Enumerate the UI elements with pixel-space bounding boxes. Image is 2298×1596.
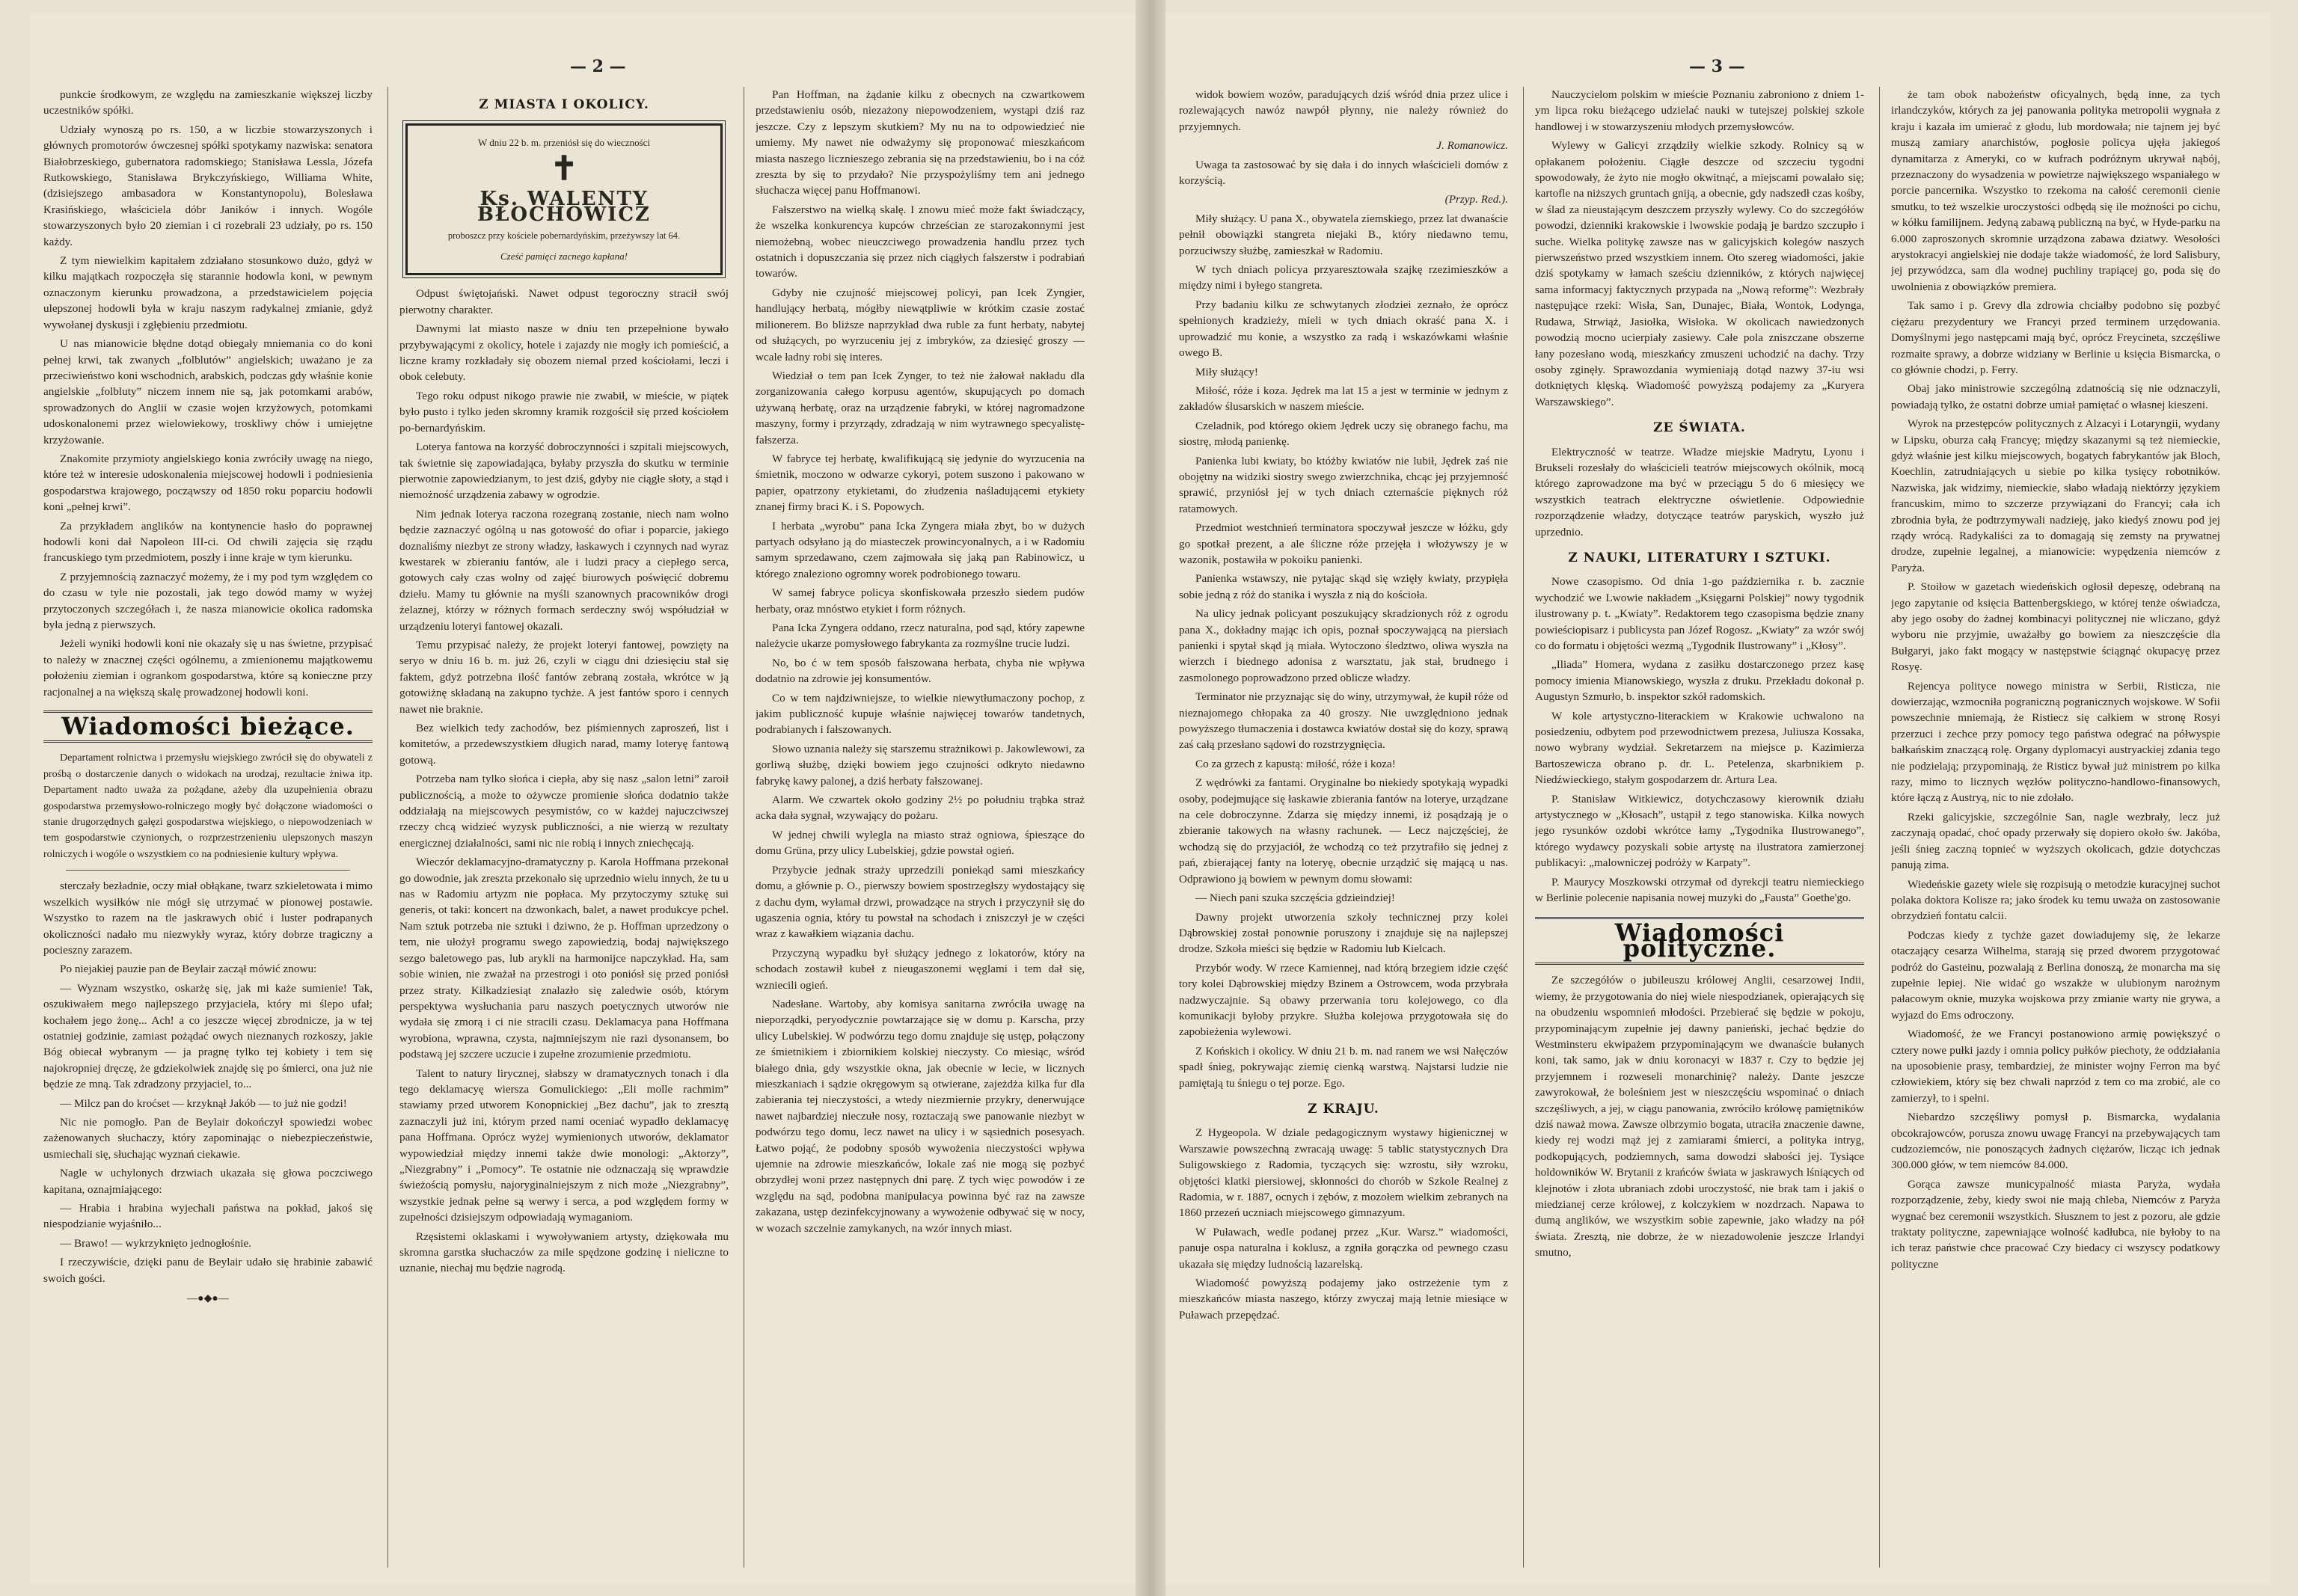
article-paragraph: I rzeczywiście, dzięki panu de Beylair udało się hrabinie zabawić swoich gości.: [43, 1256, 373, 1285]
article-paragraph: Alarm. We czwartek około godziny 2½ po południu trąbka straż acka dała sygnał, wzywający do pożaru.: [756, 794, 1085, 823]
article-paragraph: Z Końskich i okolicy. W dniu 21 b. m. nad ranem we wsi Nałęczów spadł śnieg, pokrywając ziemię cienką warstwą. Najstarsi ludzie nie pamiętają tu śniegu o tej porze. Ego.: [1179, 1044, 1508, 1090]
article-paragraph: Miły służący!: [1195, 365, 1258, 378]
article-paragraph: P. Stanisław Witkiewicz, dotychczasowy kierownik działu artystycznego w „Kłosach”, ustąpił z tego stanowiska. Kilka nowych jego rysunków ozdobi wkrótce łamy „Tygodnika Ilustrowanego”, którego wydawcy pozyskali sobie artystę na ilustratora zamierzonej publikacyi: „malowniczej podróży w Karpaty”.: [1535, 792, 1864, 870]
article-paragraph: Wiadomość powyższą podajemy jako ostrzeżenie tym z mieszkańców miasta naszego, którzy zwyczaj mają letnie miesiące w Puławach przepędzać.: [1179, 1277, 1508, 1322]
article-paragraph: J. Romanowicz.: [1436, 139, 1508, 153]
article-paragraph: P. Maurycy Moszkowski otrzymał od dyrekcji teatru niemieckiego w Berlinie polecenie napisania nowej muzyki do „Fausta” Goethe'go.: [1535, 875, 1864, 905]
column-rule: [387, 87, 388, 1568]
article-paragraph: Potrzeba nam tylko słońca i ciepła, aby się nasz „salon letni” zaroił publicznością, a może to ożywcze promienie słońca dodatnio także oddziałają na miejscowych pesymistów, co w każdej najuczciwszej rzeczy chcą widzieć wyzysk publiczności, a nie wierzą w rezultaty energicznej działalności, sami nic nie robią i innych zniechęcają.: [399, 773, 729, 850]
article-paragraph: Jeżeli wyniki hodowli koni nie okazały się u nas świetne, przypisać to należy w znacznej części ogólnemu, a zmienionemu majątkowemu położeniu ziemian i ogrankom gospodarstwa, które są konieczne przy racjonalnej a na większą skalę prowadzonej hodowli koni.: [43, 637, 373, 699]
right-page: [1165, 13, 2271, 1584]
left-column-3: [756, 87, 1085, 1575]
section-heading-current-news: Wiadomości bieżące.: [43, 710, 373, 743]
article-paragraph: Po niejakiej pauzie pan de Beylair zaczął mówić znowu:: [60, 963, 317, 976]
article-paragraph: Panienka wstawszy, nie pytając skąd się wzięły kwiaty, przypięła sobie jedną z róż do stanika i wyszła z nią do kościoła.: [1179, 572, 1508, 601]
article-paragraph: Słowo uznania należy się starszemu strażnikowi p. Jakowlewowi, za gorliwą służbę, dzięki bowiem jego czujności odkryto niedawno fabrykę kawy palonej, a dziś herbaty fałszowanej.: [756, 742, 1085, 788]
article-paragraph: Nic nie pomogło. Pan de Beylair dokończył spowiedzi wobec zażenowanych słuchaczy, który zapominając o niebezpieczeństwie, usmiechali się, słuchając wyznań ciekawie.: [43, 1115, 373, 1161]
section-heading-city: Z MIASTA I OKOLICY.: [479, 97, 649, 112]
cross-icon: ✝: [550, 150, 578, 187]
article-paragraph: Terminator nie przyznając się do winy, utrzymywał, że kupił róże od nieznajomego chłopaka za 40 groszy. Nie uwzględniono jednak powyższego tłumaczenia i dostawca kwiatów dostał się do kozy, sprawą zaś całą przesłano sądowi do rozstrzygnięcia.: [1179, 690, 1508, 752]
right-column-3: [1891, 87, 2220, 1575]
article-paragraph: Dawnymi lat miasto nasze w dniu ten przepełnione bywało przybywającymi z okolicy, hotele i zajazdy nie mogły ich pomieścić, a liczne kramy rozkładały się obozem niemal przed kościołami, leczi i obok celebuty.: [399, 322, 729, 384]
article-paragraph: Dawny projekt utworzenia szkoły technicznej przy kolei Dąbrowskiej został ponownie poruszony i znajduje się na najlepszej drodze. Szkoła mieści się będzie w Radomiu lub Kielcach.: [1179, 910, 1508, 956]
article-paragraph: Przybycie jednak straży uprzedzili poniekąd sami mieszkańcy domu, a głównie p. O., pierwszy bowiem spostrzegłszy wydostający się z dachu dym, wyłamał drzwi, prowadzące na strych i przyczynił się do ugaszenia ognia, który tu powstał na schodach i zniszczył je w części wraz z kawałkiem wiązania dachu.: [756, 863, 1085, 941]
article-paragraph: punkcie środkowym, ze względu na zamieszkanie większej liczby uczestników spółki.: [43, 88, 373, 117]
article-paragraph: Wiedział o tem pan Icek Zynger, to też nie żałował nakładu dla zorganizowania całego korpusu agentów, skupujących po domach używaną herbatę, oraz na urządzenie fabryki, w której nagromadzone maszyny, formy i przyrządy, zdradzają w nim wytrawnego specyalistę-fałszerza.: [756, 369, 1085, 446]
article-paragraph: Co za grzech z kapustą: miłość, róże i koza!: [1195, 757, 1396, 770]
article-paragraph: Rejencya polityce nowego ministra w Serbii, Risticza, nie dowierzając, wzmocniła pograniczną pogranicznych wojskowe. W Sofii powszechnie mniemają, że Ristiecz się całkiem w stronę Rosyi przerzuci i zechce przy pomocy tego państwa odegrać na półwyspie bałkańskim znaczącą rolę. Organy dyplomacyi austryackiej zdania tego nie podzielają; przypominają, że Risticz bywał już ministrem po kilka razy, mimo to licznych węzłów polityczno-handlowo-finansowych, które łączą z Austryą, nic to nie zdołało.: [1891, 679, 2220, 805]
article-paragraph: Wiedeńskie gazety wiele się rozpisują o metodzie kuracyjnej suchot polaka doktora Kolisze ra; jako środek ku temu uważa on zastosowanie obrzydzień fontatu calcii.: [1891, 877, 2220, 923]
page-number-left: — 2 —: [570, 57, 626, 76]
article-paragraph: „Iliada” Homera, wydana z zasiłku dostarczonego przez kasę pomocy imienia Mianowskiego, wyszła z druku. Przekładu dokonał p. Augustyn Szmurło, b. inspektor szkół radomskich.: [1535, 658, 1864, 704]
article-paragraph: Przybór wody. W rzece Kamiennej, nad którą brzegiem idzie część tory kolei Dąbrowskiej między Bzinem a Ostrowcem, woda przybrała nadzwyczajnie. Są obawy przerwania toru kolejowego, co dla komunikacji byłoby przykre. Służba kolejowa przygotowała się do zapobieżenia wylewowi.: [1179, 961, 1508, 1039]
article-paragraph: W kole artystyczno-literackiem w Krakowie uchwalono na posiedzeniu, odbytem pod przewodnictwem prezesa, Juliusza Kossaka, nowo wybrany wydział. Sekretarzem na miejsce p. Kazimierza Bartoszewicza obrano p. dr. L. Petelenza, skarbnikiem p. Niedźwieckiego, stałym gospodarzem dr. Artura Lea.: [1535, 709, 1864, 787]
article-paragraph: Pana Icka Zyngera oddano, rzecz naturalna, pod sąd, który zapewne należycie ukarze pomysłowego fabrykanta za rozmyślne trucie ludzi.: [756, 621, 1085, 651]
article-paragraph: Panienka lubi kwiaty, bo któżby kwiatów nie lubił, Jędrek zaś nie obojętny na widziki siostry swego zwierzchnika, chcąc jej przyjemność sprawić, przyniósł jej w tych dniach czternaście pięknych róż ratamowych.: [1179, 454, 1508, 515]
article-paragraph: Czeladnik, pod którego okiem Jędrek uczy się obranego fachu, ma siostrę, młodą panienkę.: [1179, 419, 1508, 449]
obituary-subtitle: proboszcz przy kościele pobernardyńskim, przeżywszy lat 64.: [447, 230, 681, 241]
article-paragraph: Pan Hoffman, na żądanie kilku z obecnych na czwartkowem przedstawieniu osób, niezażony niepowodzeniem, wystąpi dziś raz jeszcze. Czy z lepszym skutkiem? My nu na to odpowiedzieć nie umiemy. My nawet nie odważymy się proponować mieszkańcom miasta naszego licznieszego zebrania się na przedstawieniu, bo i na cóż zreszta by się to przydało? Nie przyspożyliśmy tem ani jednego słuchacza więcej panu Hoffmanowi.: [756, 88, 1085, 197]
article-paragraph: — Milcz pan do kroćset — krzyknął Jakób — to już nie godzi!: [60, 1096, 347, 1110]
obituary-memory: Cześć pamięci zacnego kapłana!: [500, 251, 628, 263]
article-paragraph: Wyrok na przestępców politycznych z Alzacyi i Lotaryngii, wydany w Lipsku, oburza całą Francyę; między skazanymi są też niemieckie, gdyż właśnie jest kilku miejscowych, bogatych fabrykantów jak Bloch, Koechlin, zatrudniających u siebie po kilka tysięcy robotników. Nazwiska, jak widzimy, niemieckie, słabo władają niektórzy językiem francuskim, mimo to szczerze przywiązani do Francyi; cała ich zbrodnia była, że podtrzymywali nadzieję, jako kiedyś znowu pod jej rządy wrócą. Radykaliści za to domagają się zemsty na prywatnej drodze, zupełnie legalnej, a mianowicie: wypędzenia niemców z Paryża.: [1891, 417, 2220, 574]
article-paragraph: Wieczór deklamacyjno-dramatyczny p. Karola Hoffmana przekonał go dowodnie, jak zreszta przekonało się uprzednio wielu innych, że tu u nas w Radomiu artyzm nie popłaca. My przytoczymy sztukę sui generis, ot taki: koncert na dzwonkach, balet, a nawet produkcye pchel. Nam sztuk potrzeba nie sztuki i dziwno, że p. Hoffman uprzedzony o tem, nie ułożył programu swego zapowiedzią, bodaj największego sezgo baletowego pas, lub arykli na harmonijce napczykład. Ha, sam sobie winien, nie zważał na przestrogi i oto poniósł się przed poniósł przez straty. Kilkadziesiąt znalazło się zaledwie osób, którym perspektywa wysłuchania paru naszych poetycznych utworów nie wydała się zmorą i ci nie stracili czasu. Deklamacya pana Hoffmana wyrobiona, wprawna, czysta, najmniejszym nie razi dysonansem, bo podstawą jej szczere uczucie i zupełne zrozumienie przedmiotu.: [399, 856, 729, 1061]
section-heading-political-news: Wiadomości polityczne.: [1535, 917, 1864, 966]
left-page: [30, 13, 1136, 1584]
article-paragraph: W jednej chwili wylegla na miasto straż ogniowa, śpieszące do domu Grüna, przy ulicy Lubelskiej, gdzie powstał ogień.: [756, 828, 1085, 858]
article-paragraph: Niebardzo szczęśliwy pomysł p. Bismarcka, wydalania obcokrajowców, porusza znowu uwagę Francyi na przebywających tam cudzoziemców, nie ponoszących żadnych ciężarów, licząc ich jednak 300.000 głów, w tem niemców 84.000.: [1891, 1111, 2220, 1172]
article-paragraph: (Przyp. Red.).: [1444, 193, 1508, 206]
article-paragraph: Temu przypisać należy, że projekt loteryi fantowej, powzięty na seryo w dniu 16 b. m. już 26, czyli w ciągu dni dziesięciu stał się faktem, gdyż potrzebna ilość fantów zebraną została, wkrótce w ją gotowiżnę składaną na zakupno tychże. A jest fantów sporo i cennych nawet nie braknie.: [399, 638, 729, 716]
article-paragraph: Wylewy w Galicyi zrządziły wielkie szkody. Rolnicy są w opłakanem położeniu. Ciągłe deszcze od szczeciu tygodni spowodowały, że żyto nie mogło okwitnąć, a miejscami powalało się; kartofle na niższych gruntach gniją, a obecnie, gdy nadszedł czas kośby, w ślad za nieustającym deszczem przyszły wylewy. Co do szczegółów powodzi, dzienniki krakowskie i lwowskie podają je bardzo szczupło i suche. Wielka politykę zawsze nas w galicyjskich kolegów naszych pierwszeństwo przed wszystkiem innem. Oto szereg wiadomości, jakie dziś spotykamy w łamach sześciu dzienników, z których najwięcej sama informacyj faktycznych przypada na „Nową reformę”: Wezbrały następujące rzeki: Wisła, San, Dunajec, Biała, Wontok, Lodynga, Rudawa, Strwiąż, Jasiołka, Wisłoka. W okolicach nawiedzonych powodzią mocno ucierpiały zasiewy. Całe pola zniszczane obszerne łany pozesłano wodą, mieszkańcy zmuszeni uchodzić na dachy. Trzy osoby zginęły. Sprawozdania wymieniają dotąd nazwy 37-iu wsi dotkniętych klęską. Wiadomość powyższą podajemy za „Kuryera Warszawskiego”.: [1535, 139, 1864, 408]
article-paragraph: Odpust świętojański. Nawet odpust tegoroczny stracił swój pierwotny charakter.: [399, 287, 729, 316]
article-paragraph: Rzeki galicyjskie, szczególnie San, nagle wezbrały, lecz już zaczynają opadać, choć opady przerwały się dopiero około św. Jakóba, jeśli śnieg zaczną topnieć w wyższych okolicach, gdzie dotychczas panują zima.: [1891, 810, 2220, 872]
column-rule: [1523, 87, 1524, 1568]
article-paragraph: sterczały bezładnie, oczy miał obłąkane, twarz szkieletowata i mimo wszelkich wysiłków nie mógł się utrzymać w pionowej postawie. Wszystko to razem na tle jaskrawych obić i luster podrapanych okoliczności nadało mu niezwykły wyraz, który dobrze tragiczny a pocieszny zarazem.: [43, 880, 373, 957]
article-paragraph: P. Stoiłow w gazetach wiedeńskich ogłosił depeszę, odebraną na jego zapytanie od księcia Battenbergskiego, w której tenże oświadcza, aby jego osoby do żadnej kombinacyi politycznej nie wliczano, gdyż wyboru nie przyjmie, uważałby go bowiem za nieszczęście dla Bułgaryi, jako fakt mogący w następstwie ściągnąć okupacyę przez Rosyę.: [1891, 580, 2220, 674]
article-paragraph: że tam obok nabożeństw oficyalnych, będą inne, za tych irlandczyków, których za jej panowania polityka metropolii wygnała z kraju i kazała im umierać z głodu, lub mordowała; nie tajnem jej być muszą zamiary anarchistów, pogłosie policya ujęła jakiegoś dynamitarza z Ameryki, co w kufrach podróżnym ukrywał nąbój, przeznaczony do wysadzenia w powietrze największego wspaniałego w porcie pancernika. Wszystko to rzekoma na całość ceremonii cienie smutku, to też wszelkie uroczystości odbędą się ile możności po cichu, w kółku familijnem. Jedyną zabawą publiczną na być, w Hyde-parku na 6.000 zaproszonych skromnie urządzona zabawa dziatwy. Wesołości arystokracyi angielskiej nie dodaje także wiadomość, że lord Salisbury, jej przywódzca, sam dla wodnej puchliny trapiącej go, poda się do uwolnienia z obowiązków premiera.: [1891, 88, 2220, 293]
article-paragraph: Przyczyną wypadku był służący jednego z lokatorów, który na schodach zostawił kubeł z nieugaszonemi węglami i tem dał się, wzniecili ogień.: [756, 946, 1085, 992]
obituary-date: W dniu 22 b. m. przeniósł się do wieczności: [477, 137, 651, 149]
article-paragraph: Tak samo i p. Grevy dla zdrowia chciałby podobno się pozbyć ciężaru prezydentury we Francyi przed terminem urzędowania. Domyślnymi jego następcami mają być, oprócz Freycineta, szczęśliwe rozmaite sprawy, a dobrze widziany w Berlinie u księcia Bismarcka, o co głównie chodzi, p. Ferry.: [1891, 299, 2220, 376]
article-paragraph: — Brawo! — wykrzyknięto jednogłośnie.: [60, 1236, 252, 1250]
article-paragraph: Bez wielkich tedy zachodów, bez piśmiennych zaproszeń, list i komitetów, a przedewszystkiem długich narad, mamy loteryę fantową gotową.: [399, 722, 729, 767]
article-paragraph: — Niech pani szuka szczęścia gdzieindziej!: [1195, 891, 1395, 905]
obituary-name: Ks. WALENTY BŁOCHOWICZ: [477, 187, 652, 227]
article-paragraph: Loterya fantowa na korzyść dobroczynności i szpitali miejscowych, tak świetnie się zapowiadająca, byłaby przyszła do skutku w terminie pierwotnie zapowiedzianym, to jest dziś, gdyby nie ciągłe słoty, a stąd i niemożność urządzenia zabawy w ogrodzie.: [399, 441, 729, 502]
article-paragraph: Nowe czasopismo. Od dnia 1-go października r. b. zacznie wychodzić we Lwowie nakładem „Księgarni Polskiej” nowy tygodnik ilustrowany p. t. „Kwiaty”. Redaktorem tego czasopisma będzie znany powieściopisarz i publicysta pan Józef Rogosz. „Kwiaty” za wzór swój co do formatu i objętości wezmą „Tygodnik Ilustrowany” i „Kłosy”.: [1535, 575, 1864, 652]
article-paragraph: Co w tem najdziwniejsze, to wielkie niewytłumaczony pochop, z jakim publiczność kupuje właśnie najwięcej towarów tandetnych, podrabianych i fałszowanych.: [756, 691, 1085, 737]
article-paragraph: Nauczycielom polskim w mieście Poznaniu zabroniono z dniem 1-ym lipca roku bieżącego udzielać nauki w tutejszej polskiej szkole handlowej i w stowarzyszeniu młodych przemysłowców.: [1535, 88, 1864, 133]
article-paragraph: Na ulicy jednak policyant poszukujący skradzionych róż z ogrodu pana X., dokładny mając ich opis, poznał spoczywającą na piersiach panienki i spytał skąd ją miała. Wytoczono śledztwo, oliwa wyszła na wierzch i biednego adonisa z warsztatu, jak stał, brudnego i zasmolonego poprowadzono przed oblicze władzy.: [1179, 607, 1508, 684]
left-column-2: [399, 87, 729, 1575]
article-paragraph: Z przyjemnością zaznaczyć możemy, że i my pod tym względem co do czasu w tyle nie pozostali, jak tego dowód mamy w wyżej przytoczonych szczegółach i, że nasza mianowicie okolica radomska była jedną z pierwszych.: [43, 570, 373, 631]
article-paragraph: Miłość, róże i koza. Jędrek ma lat 15 a jest w terminie w jednym z zakładów ślusarskich w naszem mieście.: [1179, 384, 1508, 414]
article-paragraph: — Hrabia i hrabina wyjechali państwa na pokład, jakoś się niespodzianie wyjaśniło...: [43, 1202, 373, 1231]
article-paragraph: W tych dniach policya przyaresztowała szajkę rzezimieszków a między nimi i byłego stangreta.: [1179, 263, 1508, 292]
page-gutter: [1136, 0, 1165, 1596]
article-paragraph: Fałszerstwo na wielką skalę. I znowu mieć może fakt świadczący, że wszelka konkurencya kupców chrześcian ze starozakonnymi jest niemożebną, wobec nieuczciwego prowadzenia handlu przez tych ostatnich i dopuszczania się przez nich ciągłych fałszerstw i podrabiań towarów.: [756, 203, 1085, 280]
article-paragraph: Ze szczegółów o jubileuszu królowej Anglii, cesarzowej Indii, wiemy, że przygotowania do niej wiele niespodzianek, opierających się na obudzeniu wspomnień młodości. Przebierać się będzie w pokoju, przypominającym zupełnie jej dawny panieński, jechać będzie do Westminsteru ekwipażem przypominającym we dwanaście bułanych koni, tak samo, jak w dniu koronacyi w 1837 r. Czy to będzie jej przyjemnem i rozweseli monarchinię? należy. Dante jeszcze zawyrokował, że boleśniem jest w nieszczęściu wspominać o dniach szczęśliwych, a jej, w ciągu panowania, zwróciło królowę pamiętników dziś naważ mowa. Zawsze olbrzymio bogata, utraciła znaczenie dawne, kiedy rej wodzi mąż jej z zamiarami śmierci, a polityka intryg, podkopujących, podziemnych, sama dowodzi słabości jej. Tysiące holdowników W. Brytanii z krańców świata w jaskrawych lśniących od klejnotów i złota ubraniach zdobi uroczystość, nie brak tam i jakiś o miedzianej cerze królowej, z kolczykiem w nozdrzach. Napawa to dumą anglików, we wszystkim sobie zapewnie, jako władzy na pół świata. Zresztą, nie dobrze, że w niezadowolenie jeszcze Irlandyi smutno,: [1535, 974, 1864, 1259]
article-paragraph: Departament rolnictwa i przemysłu wiejskiego zwrócił się do obywateli z prośbą o dostarczenie danych o widokach na urodzaj, rezultacie żniwa itp. Departament nadto uważa za pożądane, ażeby dla uzupełnienia obrazu gospodarstwa przemysłowo-rolniczego mogły być dołączone wiadomości o stanie drugorzędnych gałęzi gospodarstwa wiejskiego, o niepowodzeniach w tem gospodarstwie czynionych, o rozprzestrzenieniu ulepszonych maszyn rolniczych i wogóle o wszystkiem co na podniesienie kultury wpływa.: [43, 752, 373, 860]
right-column-1: [1179, 87, 1508, 1575]
page-number-right: — 3 —: [1689, 57, 1745, 76]
article-paragraph: W fabryce tej herbatę, kwalifikującą się jedynie do wyrzucenia na śmietnik, moczono w odwarze cykoryi, potem suszono i pakowano w papier, opatrzony etykietami, do złudzenia naśladującemi etykiety znanej firmy braci K. i S. Popowych.: [756, 452, 1085, 514]
article-paragraph: Nim jednak loterya raczona rozegraną zostanie, niech nam wolno będzie zaznaczyć ogólną u nas gotowość do ofiar i poparcie, jakiego doznaliśmy niezbyt ze strony władzy, łaskawych i czynnych nad wyraz kwestarek w zbieraniu fantów, ale i ludzi pracy a ciepłego serca, gotowych cały czas wolny od zajęć biurowych poświęcić dobremu dziełu. Mamy tu głównie na myśli szanownych pracowników drogi żelaznej, którzy w różnych formach serdeczny swój współudział w urządzeniu loteryi fantowej okazali.: [399, 507, 729, 633]
article-paragraph: Rzęsistemi oklaskami i wywoływaniem artysty, dziękowała mu skromna garstka słuchaczów za mile spędzone godzinę i nieliczne to uznanie, niechaj mu będzie nagrodą.: [399, 1230, 729, 1275]
article-paragraph: Gorąca zawsze municypalność miasta Paryża, wydała rozporządzenie, żeby, kiedy swoi nie mają chleba, Niemców z Paryża wygnać bez ceremonii wszystkich. Słusznem to jest z pozoru, ale gdzie traktaty polityczne, zapewniające wolność kadłubca, nie byłoby to na ich teraz państwie chce pracować Czy biedacy ci wszyscy podatkowy polityczne: [1891, 1177, 2220, 1271]
article-paragraph: Przy badaniu kilku ze schwytanych złodziei zeznało, że oprócz spełnionych kradzieży, mieli w tych dniach okraść pana X. i uprowadzić mu konie, a wszystko za radą i wskazówkami właśnie owego B.: [1179, 298, 1508, 360]
article-paragraph: Z tym niewielkim kapitałem zdziałano stosunkowo dużo, gdyż w kilku majątkach rozpoczęła się starannie hodowla koni, w pewnym oznaczonym kierunku prowadzona, a przedstawicielem pojęcia ulepszonej hodowli była w kraju naszym radykalnej zmianie, gdyż wywołanej dyskusji i zgłębieniu przedmiotu.: [43, 254, 373, 331]
article-paragraph: Uwaga ta zastosować by się dała i do innych właścicieli domów z korzyścią.: [1179, 158, 1508, 188]
article-paragraph: Z Hygeopola. W dziale pedagogicznym wystawy higienicznej w Warszawie powszechną zwracają uwagę: 5 tablic statystycznych Dra Suligowskiego z Radomia, tyczących się: wzrostu, siły wzroku, objętości klatki piersiowej, skłonności do chorób w Szkole Realnej z Radomia, w r. 1887, ocnych i zębów, z mozołem wielkim zebranych na 1860 przezeń uczniach miejscowego gimnazyum.: [1179, 1126, 1508, 1220]
article-paragraph: W samej fabryce policya skonfiskowała przeszło siedem pudów herbaty, oraz mnóstwo etykiet i form różnych.: [756, 586, 1085, 616]
article-paragraph: Miły służący. U pana X., obywatela ziemskiego, przez lat dwanaście pełnił obowiązki stangreta niejaki B., który niedawno temu, porzuciwszy służbę, zamieszkał w Radomiu.: [1179, 212, 1508, 257]
article-paragraph: Wiadomość, że we Francyi postanowiono armię powiększyć o cztery nowe pułki jazdy i omnia policy pułków piechoty, że oddziałania na uposobienie prasy, tembardziej, że minister wojny Ferron ma być człowiekiem, który się bez chwali naprzód z tem co ma zrobić, ale co zamierzył, to i spełni.: [1891, 1028, 2220, 1105]
left-column-1: [43, 87, 373, 1575]
article-paragraph: I herbata „wyrobu” pana Icka Zyngera miała zbyt, bo w dużych partyach odsyłano ją do miasteczek prowincyonalnych, a i w Radomiu samym sprzedawano, czem zajmowała się jaką pan Rabinowicz, u którego znaleziono ogromny worek podrobionego towaru.: [756, 519, 1085, 580]
article-paragraph: Tego roku odpust nikogo prawie nie zwabił, w mieście, w piątek było pusto i tylko jeden skromny kramik rozgościł się przed kościołem po-bernardyńskim.: [399, 389, 729, 435]
section-heading: Z KRAJU.: [1308, 1101, 1379, 1117]
article-paragraph: Podczas kiedy z tychże gazet dowiadujemy się, że lekarze otaczający cesarza Wilhelma, starają się przed dworem przygotować podróż do Gasteinu, pozwalają z Berlina donoszą, że monarcha ma się zupełnie lepiej. Nie widać go wszakże w ulubionym narożnym pałacowym oknie, muzyka wojskowa przy zmianie warty nie grywa, a wyjazd do Ems odroczony.: [1891, 928, 2220, 1022]
section-heading: ZE ŚWIATA.: [1653, 420, 1746, 436]
article-paragraph: No, bo ć w tem sposób fałszowana herbata, chyba nie wpływa dodatnio na zdrowie jej konsumentów.: [756, 656, 1085, 686]
ornament-divider: —●◆●—: [187, 1293, 229, 1305]
article-paragraph: Z wędrówki za fantami. Oryginalne bo niekiedy spotykają wypadki osoby, podejmujące się łaskawie zbierania fantów na loterye, urządzane na cele dobroczynne. Zdarza się między innemi, iż posądzają je o zbieranie takowych na własny rachunek. — Lecz najczęściej, że wchodzą się do przyjaciół, że wchodzą co też przytrafiło się jednej z pań, zbierającej fanty na loteryę, obecnie urządzić się mającą u nas. Odprawiono ją bowiem w pewnym domu słowami:: [1179, 776, 1508, 886]
article-paragraph: widok bowiem wozów, paradujących dziś wśród dnia przez ulice i rozlewających nawóz nawpół płynny, nie należy również do przyjemnych.: [1179, 88, 1508, 133]
article-paragraph: Gdyby nie czujność miejscowej policyi, pan Icek Zyngier, handlujący herbatą, mógłby niewątpliwie w krótkim czasie zostać milionerem. Bo bliższe naprzykład dwa ruble za funt herbaty, nabytej od służących, po wyrzuceniu jej z imbryków, za dziesięć groszy — wcale ładny robi się interes.: [756, 286, 1085, 363]
section-heading: Z NAUKI, LITERATURY I SZTUKI.: [1568, 550, 1831, 565]
article-paragraph: Nadesłane. Wartoby, aby komisya sanitarna zwróciła uwagę na nieporządki, peryodycznie powtarzające się w domu p. Karscha, przy ulicy Lubelskiej. W podwórzu tego domu znajduje się ustęp, połączony ze śmietnikiem i zbiornikiem kolskiej nieczysty. Co miesiąc, wśród białego dnia, gdy wszystkie okna, jak obecnie w lecie, w licznych mieszkaniach i sądzie okręgowym są otwierane, zajeżdża kilka fur dla zabierania tej nieczystości, a wtedy niezmiernie przykry, denerwujące nawet najbardziej nieczułe nosy, roztaczają swe panowanie niezbyt w podwórzu tego domu, lecz nawet na ulicy i w sąsiednich posesyach. Łatwo pojąć, że podobny sposób wywożenia nieczystości wpływa ujemnie na zdrowie mieszkańców, lokale zaś nie mogą się pozbyć obrzydłej woni przez następnych dni parę. Z tych więc powodów i ze względu na sąd, podobna manipulacya powinna być raz na zawsze zakazana, ustęp dezinfekcyjnowany a wywożenie odbywać się w nocy, w wozach szczelnie zamykanych, na wzór innych miast.: [756, 997, 1085, 1235]
article-paragraph: W Puławach, wedle podanej przez „Kur. Warsz.” wiadomości, panuje ospa naturalna i koklusz, a zgniła gorączka od pewnego czasu ukazała się między ludnością lazarelską.: [1179, 1225, 1508, 1271]
column-rule: [1879, 87, 1880, 1568]
article-paragraph: Przedmiot westchnień terminatora spoczywał jeszcze w łóżku, gdy go spotkał prezent, a ale śliczne róże przejęła i włożywszy je w wazonik, postawiła w pokoiku panienki.: [1179, 521, 1508, 566]
article-paragraph: Elektryczność w teatrze. Władze miejskie Madrytu, Lyonu i Brukseli rozesłały do właścicieli teatrów miejscowych okólnik, mocą którego zaprowadzone ma być w przeciągu 5 do 6 miesięcy we wszystkich teatrach elektryczne oświetlenie. Odpowiednie rozporządzenie władzy, dotyczące teatrów paryskich, wyszło już uprzednio.: [1535, 445, 1864, 538]
right-column-2: [1535, 87, 1864, 1575]
article-paragraph: Znakomite przymioty angielskiego konia zwróciły uwagę na niego, które też w interesie udoskonalenia miejscowej hodowli i podniesienia gospodarstwa krajowego, począwszy od 1850 roku poparciu hodowli koni „pełnej krwi”.: [43, 452, 373, 514]
article-paragraph: Udziały wynoszą po rs. 150, a w liczbie stowarzyszonych i głównych promotorów ówczesnej spółki spotykamy nazwiska: senatora Białobrzeskiego, gubernatora radomskiego; Stanisława Lessla, Józefa Rutkowskiego, Stanisława Brykczyńskiego, Williama White, (dzisiejszego ambasadora w Konstantynopolu), Bolesława Krasińskiego, właściciela dóbr Janików i innych. Wogóle stowarzyszonych było 20 ziemian i ci rozebrali 23 udziały, po rs. 150 każdy.: [43, 123, 373, 248]
article-paragraph: Talent to natury lirycznej, słabszy w dramatycznych tonach i dla tego deklamacyę wiersza Gomulickiego: „Eli molle rachmim” stawiamy przed utworem Konopnickiej „Bez dachu”, jak to zresztą zaznaczyli już ini, którym przed nami oceniać wypadło deklamacyę pana Hoffmana. Oprócz wyżej wymienionych utworów, deklamator wypowiedział między innemi także dwie monologi: „Aktorzy”, „Niezgrabny” i „Pomocy”. Te ostatnie nie odznaczają się wprawdzie świeżością pomysłu, najoryginalniejszym z nich może „Niezgrabny”, wszystkie jednak pełne są werwy i serca, a pod względem formy w zupełności dzisiejszym odpowiadają wymaganiom.: [399, 1066, 729, 1224]
article-paragraph: U nas mianowicie błędne dotąd obiegały mniemania co do koni pełnej krwi, tak zwanych „folblutów” angielskich; uważano je za przeciwieństwo koni wschodnich, arabskich, podczas gdy właśnie konie angielskie „folbluty” niczem innem nie są, jak potomkami arabów, sprowadzonych do Anglii w czasie wojen krzyżowych, potomkami udoskonalonemi przez wielowiekowy, troskliwy chów i umiejętne krzyżowanie.: [43, 337, 373, 446]
article-paragraph: Obaj jako ministrowie szczególną zdatnością się nie odznaczyli, powiadają tylko, że ostatni dobrze umiał pamiętać o własnej kieszeni.: [1891, 382, 2220, 411]
article-paragraph: Za przykładem anglików na kontynencie hasło do poprawnej hodowli koni dał Napoleon III-ci. Od chwili zajęcia się rządu francuskiego tym przedmiotem, poszły i inne kraje w tym kierunku.: [43, 519, 373, 565]
obituary-notice: [405, 123, 723, 275]
article-paragraph: Nagle w uchylonych drzwiach ukazała się głowa poczciwego kapitana, oznajmiającego:: [43, 1167, 373, 1196]
article-paragraph: — Wyznam wszystko, oskarżę się, jak mi każe sumienie! Tak, oszukiwałem mego najlepszego przyjaciela, który mi ślepo ufał; kochałem jego żonę... Ach! a co jeszcze więcej zbrodnicze, ja w tej ostatniej godzinie, zamiast pożądać owych nieznanych rozkoszy, jakie Bóg obiecał wybranym — ja pragnę tylko tej kobiety i tem się najokropniej dręczę, że gdziekolwiek znajdę się po śmierci, ona już nie będzie ze mną. Tak zdradzony przyjaciel, to...: [43, 981, 373, 1091]
